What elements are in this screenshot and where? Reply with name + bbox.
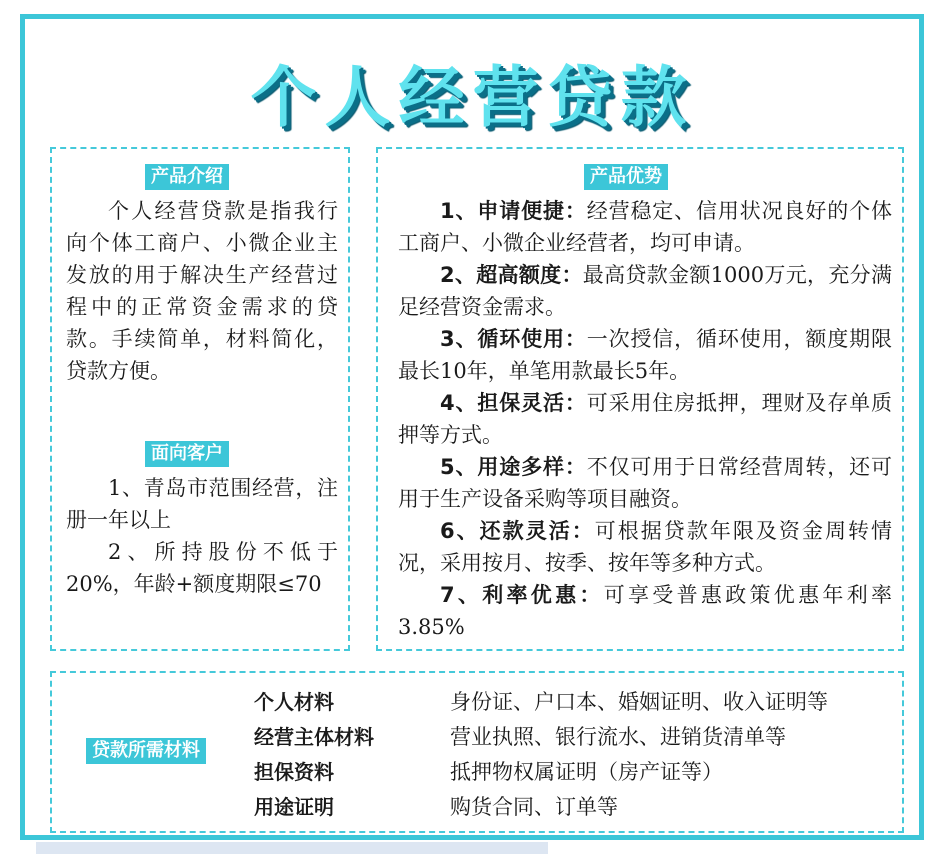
advantage-head: 4、担保灵活： bbox=[440, 391, 587, 415]
advantages-list bbox=[398, 195, 892, 643]
customers-label: 面向客户 bbox=[145, 441, 229, 467]
advantage-head: 5、用途多样： bbox=[440, 455, 587, 479]
customer-item: 1、青岛市范围经营，注册一年以上 bbox=[66, 476, 338, 532]
advantage-text: 可采用住房抵押，理财及存单质押等方式。 bbox=[398, 391, 892, 447]
intro-text-block bbox=[66, 195, 338, 387]
material-row bbox=[254, 755, 894, 789]
material-value: 购货合同、订单等 bbox=[450, 795, 618, 819]
advantage-item bbox=[398, 195, 892, 259]
materials-panel bbox=[50, 671, 904, 833]
material-value: 抵押物权属证明（房产证等） bbox=[450, 760, 723, 784]
advantages-panel bbox=[376, 147, 904, 651]
material-row bbox=[254, 685, 894, 719]
advantage-text: 一次授信，循环使用，额度期限最长10年，单笔用款最长5年。 bbox=[398, 327, 892, 383]
advantage-text: 可享受普惠政策优惠年利率3.85% bbox=[398, 583, 892, 639]
advantage-item bbox=[398, 387, 892, 451]
advantage-item bbox=[398, 579, 892, 643]
materials-label: 贷款所需材料 bbox=[86, 738, 206, 764]
advantage-text: 不仅可用于日常经营周转，还可用于生产设备采购等项目融资。 bbox=[398, 455, 892, 511]
advantage-item bbox=[398, 259, 892, 323]
advantage-head: 7、利率优惠： bbox=[440, 583, 604, 607]
advantage-head: 1、申请便捷： bbox=[440, 199, 587, 223]
material-name: 担保资料 bbox=[254, 760, 334, 784]
advantage-text: 可根据贷款年限及资金周转情况，采用按月、按季、按年等多种方式。 bbox=[398, 519, 892, 575]
material-value: 营业执照、银行流水、进销货清单等 bbox=[450, 725, 786, 749]
advantage-text: 经营稳定、信用状况良好的个体工商户、小微企业经营者，均可申请。 bbox=[398, 199, 892, 255]
advantage-item bbox=[398, 515, 892, 579]
advantage-head: 2、超高额度： bbox=[440, 263, 583, 287]
customer-item: 2、所持股份不低于20%，年龄+额度期限≤70 bbox=[66, 540, 338, 596]
material-value: 身份证、户口本、婚姻证明、收入证明等 bbox=[450, 690, 828, 714]
intro-panel bbox=[50, 147, 350, 651]
advantage-item bbox=[398, 451, 892, 515]
advantage-head: 3、循环使用： bbox=[440, 327, 587, 351]
material-row bbox=[254, 790, 894, 824]
advantage-head: 6、还款灵活： bbox=[440, 519, 595, 543]
advantage-text: 最高贷款金额1000万元，充分满足经营资金需求。 bbox=[398, 263, 892, 319]
material-name: 个人材料 bbox=[254, 690, 334, 714]
bottom-strip bbox=[36, 842, 548, 854]
material-row bbox=[254, 720, 894, 754]
page-title: 个人经营贷款 bbox=[250, 59, 695, 136]
intro-label: 产品介绍 bbox=[145, 164, 229, 190]
advantage-item bbox=[398, 323, 892, 387]
customers-list bbox=[66, 472, 338, 600]
material-name: 经营主体材料 bbox=[254, 725, 374, 749]
advantages-label: 产品优势 bbox=[584, 164, 668, 190]
material-name: 用途证明 bbox=[254, 795, 334, 819]
intro-text: 个人经营贷款是指我行向个体工商户、小微企业主发放的用于解决生产经营过程中的正常资金需求的贷款。手续简单，材料简化，贷款方便。 bbox=[66, 199, 338, 383]
